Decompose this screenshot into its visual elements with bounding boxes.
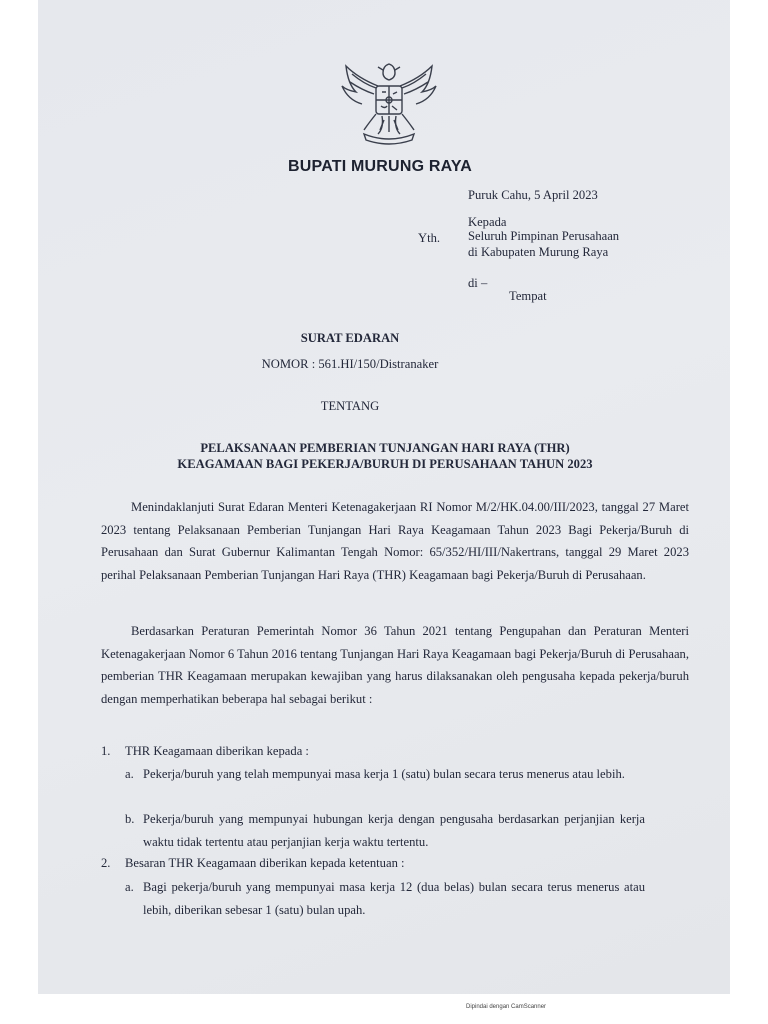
document-tentang: TENTANG xyxy=(320,399,380,413)
list-item-1-text: THR Keagamaan diberikan kepada : xyxy=(125,744,309,758)
paragraph-1-text: Menindaklanjuti Surat Edaran Menteri Ketenagakerjaan RI Nomor M/2/HK.04.00/III/2023, tanggal 27 Maret 2023 tentang Pelaksanaan Pemberian Tunjangan Hari Raya Keagamaan Tahun 2023 Bagi Pekerja/Buruh di Perusahaan dan Surat Gubernur Kalimantan Tengah Nomor: 65/352/HI/III/Nakertrans, tanggal 29 Maret 2023 perihal Pelaksanaan Pemberian Tunjangan Hari Raya (THR) Keagamaan bagi Pekerja/Buruh di Perusahaan. xyxy=(101,500,689,582)
scanner-watermark: Dipindai dengan CamScanner xyxy=(466,1004,547,1010)
list-item-1a-letter: a. xyxy=(125,767,134,781)
list-item-2-number: 2. xyxy=(101,856,111,870)
list-item-2-text: Besaran THR Keagamaan diberikan kepada ketentuan : xyxy=(125,856,405,870)
list-item-1b-letter: b. xyxy=(125,812,135,826)
list-item-2 xyxy=(101,852,689,874)
recipient-yth: Yth. xyxy=(418,231,441,245)
list-item-2a xyxy=(125,876,645,921)
recipient-di: di – xyxy=(468,276,488,290)
list-item-2a-text: Bagi pekerja/buruh yang mempunyai masa kerja 12 (dua belas) bulan secara terus menerus atau lebih, diberikan sebesar 1 (satu) bulan upah. xyxy=(143,880,645,917)
garuda-emblem-icon xyxy=(338,58,440,150)
document-type: SURAT EDARAN xyxy=(300,331,400,345)
recipient-line-1: Seluruh Pimpinan Perusahaan xyxy=(468,229,620,243)
paragraph-2-text: Berdasarkan Peraturan Pemerintah Nomor 36 Tahun 2021 tentang Pengupahan dan Peraturan Menteri Ketenagakerjaan Nomor 6 Tahun 2016 tentang Tunjangan Hari Raya Keagamaan bagi Pekerja/Buruh di Perusahaan, pemberian THR Keagamaan merupakan kewajiban yang harus dilaksanakan oleh pengusaha kepada pekerja/buruh dengan memperhatikan beberapa hal sebagai berikut : xyxy=(101,624,689,706)
subject-line-1: PELAKSANAAN PEMBERIAN TUNJANGAN HARI RAYA (THR) xyxy=(200,441,570,455)
document-page xyxy=(38,0,730,994)
list-item-2a-letter: a. xyxy=(125,880,134,894)
list-item-1-number: 1. xyxy=(101,744,111,758)
recipient-tempat: Tempat xyxy=(509,289,547,303)
list-item-1b-text: Pekerja/buruh yang mempunyai hubungan kerja dengan pengusaha berdasarkan perjanjian kerja waktu tidak tertentu atau perjanjian kerja waktu tertentu. xyxy=(143,812,645,849)
list-item-1a-text: Pekerja/buruh yang telah mempunyai masa kerja 1 (satu) bulan secara terus menerus atau lebih. xyxy=(143,767,625,781)
paragraph-1 xyxy=(101,496,689,586)
subject-line-2: KEAGAMAAN BAGI PEKERJA/BURUH DI PERUSAHAAN TAHUN 2023 xyxy=(177,457,593,471)
recipient-line-2: di Kabupaten Murung Raya xyxy=(468,245,609,259)
paragraph-2 xyxy=(101,620,689,710)
list-item-1b xyxy=(125,808,645,853)
list-item-1 xyxy=(101,740,689,762)
place-date: Puruk Cahu, 5 April 2023 xyxy=(468,188,598,202)
letterhead-title: BUPATI MURUNG RAYA xyxy=(288,158,473,175)
document-number: NOMOR : 561.HI/150/Distranaker xyxy=(261,357,439,371)
recipient-kepada: Kepada xyxy=(468,215,507,229)
list-item-1a xyxy=(125,763,645,786)
